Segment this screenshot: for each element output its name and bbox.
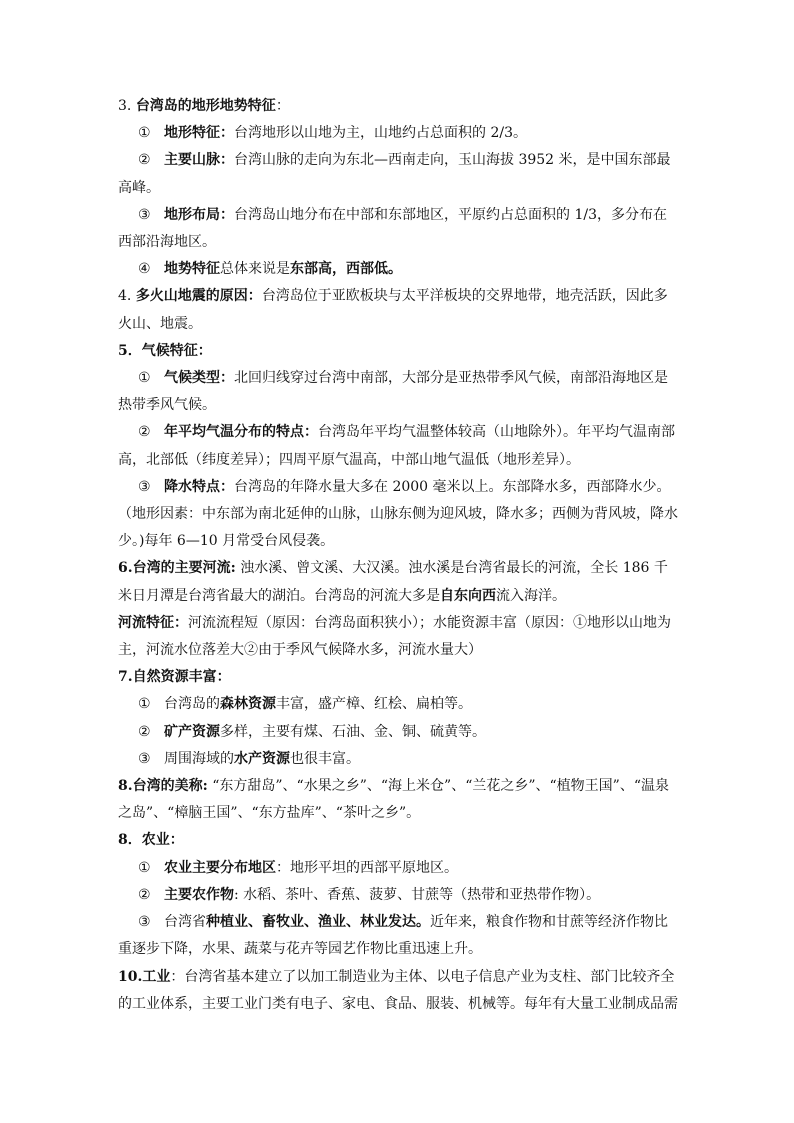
section-4 — [118, 283, 678, 337]
item-pre: 周围海域的 — [164, 750, 234, 767]
section-title: 河流特征： — [118, 614, 188, 631]
section-number: 4. — [118, 288, 132, 305]
item-text: 近年来，粮食作物和甘蔗等经济作物比重逐步下降，水果、蔬菜与花卉等园艺作物比重迅速上升。 — [118, 914, 668, 958]
item-pre: 台湾省 — [164, 914, 206, 931]
item-label: 水产资源 — [234, 750, 290, 767]
circled-number: ① — [138, 859, 151, 876]
section-6 — [118, 555, 678, 609]
section-text: 浊水溪、曾文溪、大汉溪。浊水溪是台湾省最长的河流，全长 186 千米日月潭是台湾省最大的湖泊。台湾岛的河流大多是 — [118, 560, 668, 604]
section-5-item-3 — [118, 474, 678, 556]
section-number: 3. — [118, 98, 132, 114]
section-title: 6.台湾的主要河流: — [118, 560, 236, 577]
section-title: 5．气候特征： — [118, 342, 212, 359]
agriculture-item-2 — [118, 882, 678, 909]
item-text: 台湾岛的年降水量大多在 2000 毫米以上。东部降水多，西部降水少。（地形因素：中东部为南北延伸的山脉，山脉东侧为迎风坡，降水多；西侧为背风坡，降水少。)每年 6—10 月常受台风侵袭。 — [118, 478, 678, 550]
item-label: 气候类型： — [164, 370, 234, 387]
item-text: 台湾山脉的走向为东北—西南走向，玉山海拔 3952 米，是中国东部最高峰。 — [118, 152, 671, 196]
section-8-agriculture-heading — [118, 827, 678, 854]
circled-number: ③ — [138, 478, 151, 495]
circled-number: ③ — [138, 750, 151, 767]
section-3-item-4 — [118, 256, 678, 283]
document-body — [118, 93, 678, 1018]
section-5-item-1 — [118, 365, 678, 419]
section-title: 8.台湾的美称: — [118, 778, 208, 795]
circled-number: ② — [138, 723, 151, 740]
circled-number: ② — [138, 886, 151, 903]
section-5-heading — [118, 338, 678, 365]
section-title: 台湾岛的地形地势特征 — [135, 98, 276, 114]
section-7-item-3 — [118, 746, 678, 773]
section-text-tail: 流入海洋。 — [496, 587, 566, 604]
item-label: 地势特征 — [164, 261, 220, 278]
item-label: 主要农作物 — [164, 886, 234, 903]
river-features — [118, 610, 678, 664]
section-title: 8．农业： — [118, 832, 184, 849]
item-text: 台湾岛山地分布在中部和东部地区，平原约占总面积的 1/3，多分布在西部沿海地区。 — [118, 206, 667, 251]
section-title: 7.自然资源丰富： — [118, 669, 231, 686]
item-label: 主要山脉： — [164, 152, 234, 169]
item-label: 农业主要分布地区 — [164, 859, 276, 876]
item-text: 丰富，盛产樟、红桧、扁柏等。 — [276, 696, 472, 713]
circled-number: ① — [138, 370, 151, 387]
item-text: 台湾岛年平均气温整体较高（山地除外）。年平均气温南部高，北部低（纬度差异）；四周平原气温高，中部山地气温低（地形差异）。 — [118, 424, 675, 468]
section-3-heading — [118, 93, 678, 120]
section-3-item-1 — [118, 120, 678, 147]
section-5-item-2 — [118, 419, 678, 473]
item-label: 地形特征： — [164, 125, 234, 142]
item-label: 种植业、畜牧业、渔业、林业发达。 — [206, 914, 430, 931]
circled-number: ① — [138, 696, 151, 713]
section-title: 10.工业 — [118, 968, 171, 985]
section-title: 多火山地震的原因： — [135, 288, 262, 305]
item-text: : 水稻、茶叶、香蕉、菠萝、甘蔗等（热带和亚热带作物）。 — [234, 886, 601, 903]
section-bold-phrase: 自东向西 — [440, 587, 496, 604]
heading-colon: ： — [275, 98, 290, 114]
agriculture-item-3 — [118, 909, 678, 963]
circled-number: ② — [138, 424, 151, 441]
item-text: 台湾地形以山地为主，山地约占总面积的 2/3。 — [234, 125, 527, 142]
section-7-heading — [118, 664, 678, 691]
item-text: 总体来说是 — [220, 261, 290, 278]
circled-number: ③ — [138, 206, 151, 223]
item-label: 年平均气温分布的特点： — [164, 424, 318, 441]
section-text: ：台湾省基本建立了以加工制造业为主体、以电子信息产业为支柱、部门比较齐全的工业体系，主要工业门类有电子、家电、食品、服装、机械等。每年有大量工业制成品需 — [118, 968, 678, 1012]
item-text: ：地形平坦的西部平原地区。 — [276, 859, 458, 876]
section-text: “东方甜岛”、“水果之乡”、“海上米仓”、“兰花之乡”、“植物王国”、“温泉之岛”、“樟脑王国”、“东方盐库”、“茶叶之乡”。 — [118, 778, 669, 822]
section-text: 台湾岛位于亚欧板块与太平洋板块的交界地带，地壳活跃，因此多火山、地震。 — [118, 288, 668, 332]
circled-number: ② — [138, 152, 151, 169]
section-3-item-3 — [118, 202, 678, 256]
item-label: 森林资源 — [220, 696, 276, 713]
item-text: 多样，主要有煤、石油、金、铜、硫黄等。 — [220, 723, 486, 740]
item-label: 地形布局： — [164, 206, 234, 223]
item-bold-tail: 东部高，西部低。 — [290, 261, 402, 278]
circled-number: ③ — [138, 914, 151, 931]
section-8-nicknames — [118, 773, 678, 827]
item-label: 矿产资源 — [164, 723, 220, 740]
section-10-industry — [118, 964, 678, 1018]
section-text: 河流流程短（原因：台湾岛面积狭小）；水能资源丰富（原因：①地形以山地为主，河流水位落差大②由于季风气候降水多，河流水量大） — [118, 614, 671, 659]
section-7-item-1 — [118, 691, 678, 718]
item-label: 降水特点： — [164, 478, 234, 495]
agriculture-item-1 — [118, 855, 678, 882]
circled-number: ① — [138, 125, 151, 142]
section-3-item-2 — [118, 147, 678, 201]
section-7-item-2 — [118, 719, 678, 746]
item-pre: 台湾岛的 — [164, 696, 220, 713]
item-text: 也很丰富。 — [290, 750, 360, 767]
item-text: 北回归线穿过台湾中南部，大部分是亚热带季风气候，南部沿海地区是热带季风气候。 — [118, 370, 668, 414]
circled-number: ④ — [138, 261, 151, 278]
